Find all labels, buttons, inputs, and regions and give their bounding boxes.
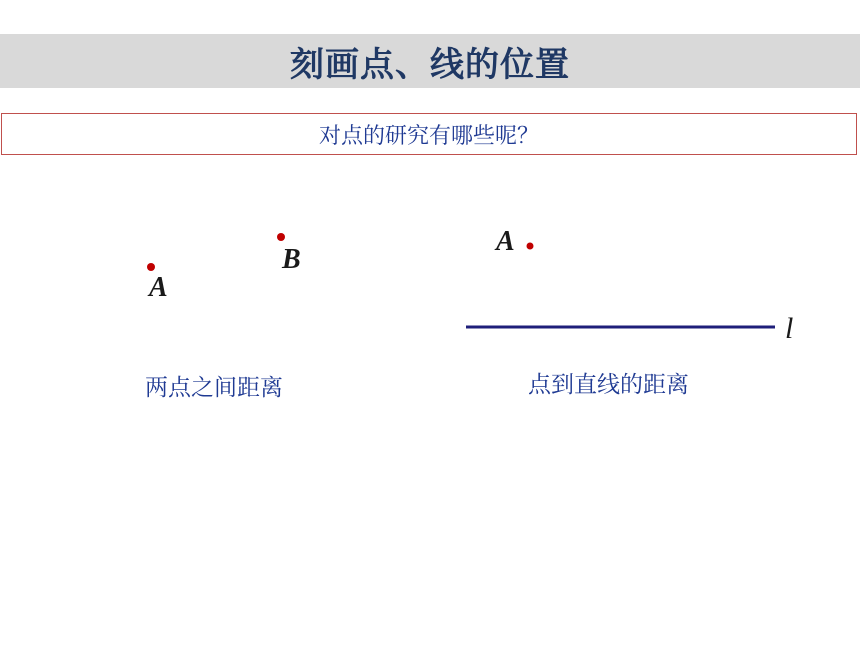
question-text: 对点的研究有哪些呢？ xyxy=(318,123,539,149)
left-point-a xyxy=(147,263,155,271)
left-point-b-label: B xyxy=(282,244,301,275)
left-caption: 两点之间距离 xyxy=(145,375,283,401)
right-point-a xyxy=(527,243,534,250)
line-l-label: l xyxy=(785,312,794,345)
right-point-a-label: A xyxy=(496,226,515,257)
left-point-a-label: A xyxy=(149,272,168,303)
right-caption: 点到直线的距离 xyxy=(528,372,689,398)
slide-title: 刻画点、线的位置 xyxy=(290,44,570,85)
left-point-b xyxy=(277,233,285,241)
